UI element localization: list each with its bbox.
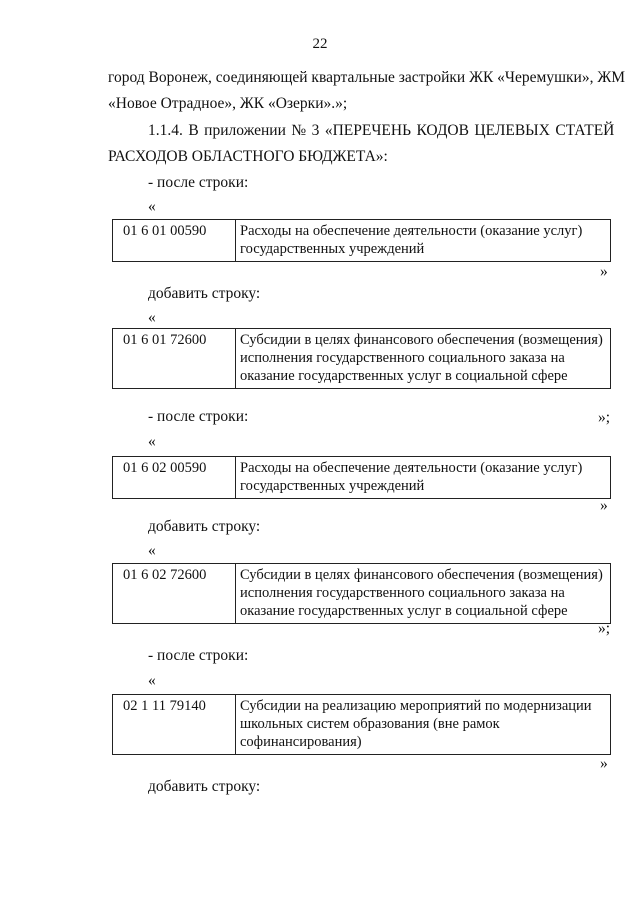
after-row-label: - после строки: <box>148 647 249 664</box>
description-line: оказание государственных услуг в социальной сфере <box>240 368 568 384</box>
code-cell: 02 1 11 79140 <box>113 695 236 755</box>
close-quote-semicolon: »; <box>598 620 611 637</box>
open-quote: « <box>148 198 156 215</box>
description-line: софинансирования) <box>240 734 362 750</box>
add-row-label: добавить строку: <box>148 518 261 535</box>
description-line: оказание государственных услуг в социальной сфере <box>240 603 568 619</box>
open-quote: « <box>148 309 156 326</box>
close-quote: » <box>600 497 608 514</box>
add-row-label: добавить строку: <box>148 778 261 795</box>
description-line: Расходы на обеспечение деятельности (оказание услуг) <box>240 223 583 239</box>
open-quote: « <box>148 672 156 689</box>
code-cell: 01 6 01 00590 <box>113 220 236 262</box>
code-table <box>112 219 611 262</box>
code-table <box>112 563 611 624</box>
description-line: Субсидии в целях финансового обеспечения (возмещения) <box>240 567 603 583</box>
description-cell <box>236 220 611 262</box>
description-line: школьных систем образования (вне рамок <box>240 716 500 732</box>
table-row <box>113 564 611 624</box>
code-table <box>112 694 611 755</box>
item-heading-line-1: 1.1.4. В приложении № 3 «ПЕРЕЧЕНЬ КОДОВ ЦЕЛЕВЫХ СТАТЕЙ <box>148 122 615 139</box>
open-quote: « <box>148 433 156 450</box>
description-line: государственных учреждений <box>240 478 425 494</box>
description-cell <box>236 695 611 755</box>
description-line: Субсидии в целях финансового обеспечения (возмещения) <box>240 332 603 348</box>
description-cell <box>236 329 611 389</box>
description-line: исполнения государственного социального заказа на <box>240 585 565 601</box>
close-quote-semicolon: »; <box>598 409 611 426</box>
table-row <box>113 329 611 389</box>
description-cell <box>236 564 611 624</box>
description-line: Расходы на обеспечение деятельности (оказание услуг) <box>240 460 583 476</box>
item-heading-line-2: РАСХОДОВ ОБЛАСТНОГО БЮДЖЕТА»: <box>108 148 388 165</box>
description-line: исполнения государственного социального заказа на <box>240 350 565 366</box>
code-table <box>112 328 611 389</box>
code-cell: 01 6 01 72600 <box>113 329 236 389</box>
after-row-label: - после строки: <box>148 174 249 191</box>
add-row-label: добавить строку: <box>148 285 261 302</box>
page-number: 22 <box>312 36 328 52</box>
intro-line-1: город Воронеж, соединяющей квартальные застройки ЖК «Черемушки», ЖМ <box>108 69 626 86</box>
table-row <box>113 220 611 262</box>
intro-line-2: «Новое Отрадное», ЖК «Озерки».»; <box>108 95 348 112</box>
description-line: Субсидии на реализацию мероприятий по модернизации <box>240 698 592 714</box>
close-quote: » <box>600 755 608 772</box>
table-row <box>113 457 611 499</box>
close-quote: » <box>600 263 608 280</box>
code-cell: 01 6 02 00590 <box>113 457 236 499</box>
code-cell: 01 6 02 72600 <box>113 564 236 624</box>
table-row <box>113 695 611 755</box>
description-cell <box>236 457 611 499</box>
after-row-label: - после строки: <box>148 408 249 425</box>
code-table <box>112 456 611 499</box>
open-quote: « <box>148 542 156 559</box>
description-line: государственных учреждений <box>240 241 425 257</box>
